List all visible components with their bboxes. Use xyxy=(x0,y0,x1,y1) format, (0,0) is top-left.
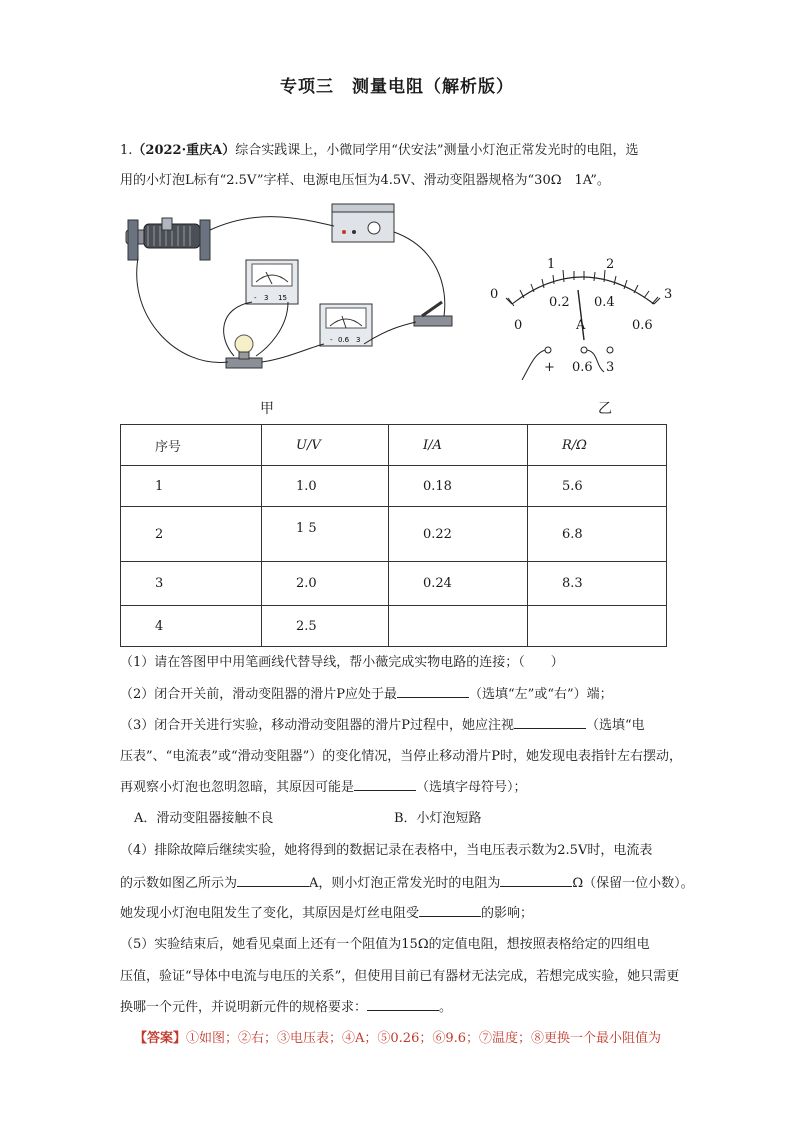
sub-question-5-line3: 换哪一个元件，并说明新元件的规格要求： 。 xyxy=(120,996,680,1018)
svg-text:15: 15 xyxy=(278,294,287,302)
svg-text:A: A xyxy=(576,318,586,333)
ammeter-icon xyxy=(320,304,372,346)
sub-question-5-line1: （5）实验结束后，她看见桌面上还有一个阻值为15Ω的定值电阻，想按照表格给定的四组电 xyxy=(120,937,650,952)
lamp-icon xyxy=(226,335,262,368)
svg-text:3: 3 xyxy=(664,287,673,302)
svg-text:-: - xyxy=(254,294,257,302)
svg-text:-: - xyxy=(330,336,333,344)
svg-text:1: 1 xyxy=(547,257,556,272)
svg-text:3: 3 xyxy=(606,360,615,375)
answer-line xyxy=(134,1028,694,1049)
answer-text: ①如图；②右；③电压表；④A；⑤0.26；⑥9.6；⑦温度；⑧更换一个最小阻值为 xyxy=(186,1031,662,1046)
answer-blank[interactable] xyxy=(354,776,416,791)
voltmeter-icon xyxy=(246,260,298,304)
sub-question-2: （2）闭合开关前，滑动变阻器的滑片P应处于最 （选填“左”或“右”）端； xyxy=(120,683,680,705)
ammeter-dial-figure xyxy=(484,254,684,384)
answer-tag: 【答案】 xyxy=(134,1031,187,1046)
sub-question-3-line1: （3）闭合开关进行实验，移动滑动变阻器的滑片P过程中，她应注视 （选填“电 xyxy=(120,714,680,736)
data-table xyxy=(120,424,667,647)
switch-icon xyxy=(414,302,452,326)
table-row: 4 2.5 xyxy=(121,606,667,647)
sub-question-3-line2: 压表”、“电流表”或“滑动变阻器”）的变化情况，当停止移动滑片P时，她发现电表指针左右摆动， xyxy=(120,749,682,764)
figure-yi-caption: 乙 xyxy=(598,401,612,417)
dial-scale xyxy=(506,277,660,304)
table-row: 2 1 5 0.22 6.8 xyxy=(121,507,667,562)
sub-question-4-line2: 的示数如图乙所示为 A，则小灯泡正常发光时的电阻为 Ω（保留一位小数）。 xyxy=(120,872,680,894)
table-row: 1 1.0 0.18 5.6 xyxy=(121,466,667,507)
svg-text:0.6: 0.6 xyxy=(632,318,653,333)
sub-question-3-line3: 再观察小灯泡也忽明忽暗，其原因可能是 （选填字母符号）； xyxy=(120,776,680,798)
svg-text:0.6: 0.6 xyxy=(572,360,593,375)
answer-blank[interactable] xyxy=(397,683,469,698)
svg-text:0.6: 0.6 xyxy=(338,336,350,344)
svg-text:0.4: 0.4 xyxy=(594,295,615,310)
sub-question-1: （1）请在答图甲中用笔画线代替导线，帮小薇完成实物电路的连接；（ ） xyxy=(120,655,564,670)
sub-question-4-line1: （4）排除故障后继续实验，她将得到的数据记录在表格中，当电压表示数为2.5V时，电流表 xyxy=(120,843,653,858)
sub-question-5-line2: 压值，验证“导体中电流与电压的关系”，但使用目前已有器材无法完成，若想完成实验，她只需更 xyxy=(120,969,680,984)
svg-text:3: 3 xyxy=(356,336,361,344)
svg-text:0: 0 xyxy=(490,287,499,302)
answer-blank[interactable] xyxy=(367,996,439,1011)
table-header-row: 序号 U/V I/A R/Ω xyxy=(121,425,667,466)
svg-text:3: 3 xyxy=(264,294,269,302)
rheostat-icon xyxy=(126,218,210,260)
figure-jia-caption: 甲 xyxy=(260,401,274,417)
question-source: （2022·重庆A） xyxy=(132,143,236,158)
svg-text:2: 2 xyxy=(606,257,615,272)
option-b: B．小灯泡短路 xyxy=(394,811,482,826)
power-supply-icon xyxy=(332,204,394,242)
question-stem-line2: 用的小灯泡L标有“2.5V”字样、电源电压恒为4.5V、滑动变阻器规格为“30Ω 1A”。 xyxy=(120,173,610,188)
question-stem-line1: 1.（2022·重庆A）综合实践课上，小微同学用“伏安法”测量小灯泡正常发光时的电阻，选 xyxy=(120,143,639,158)
answer-blank[interactable] xyxy=(514,714,586,729)
answer-blank[interactable] xyxy=(237,872,309,887)
page-title: 专项三 测量电阻（解析版） xyxy=(280,77,514,97)
option-a: A．滑动变阻器接触不良 xyxy=(134,811,274,826)
answer-blank[interactable] xyxy=(500,872,572,887)
circuit-apparatus-figure xyxy=(118,198,458,376)
svg-text:0.2: 0.2 xyxy=(549,295,570,310)
answer-blank[interactable] xyxy=(419,902,481,917)
table-row: 3 2.0 0.24 8.3 xyxy=(121,562,667,606)
svg-text:+: + xyxy=(544,360,555,375)
sub-question-4-line3: 她发现小灯泡电阻发生了变化，其原因是灯丝电阻受 的影响； xyxy=(120,902,680,924)
svg-text:0: 0 xyxy=(514,318,523,333)
